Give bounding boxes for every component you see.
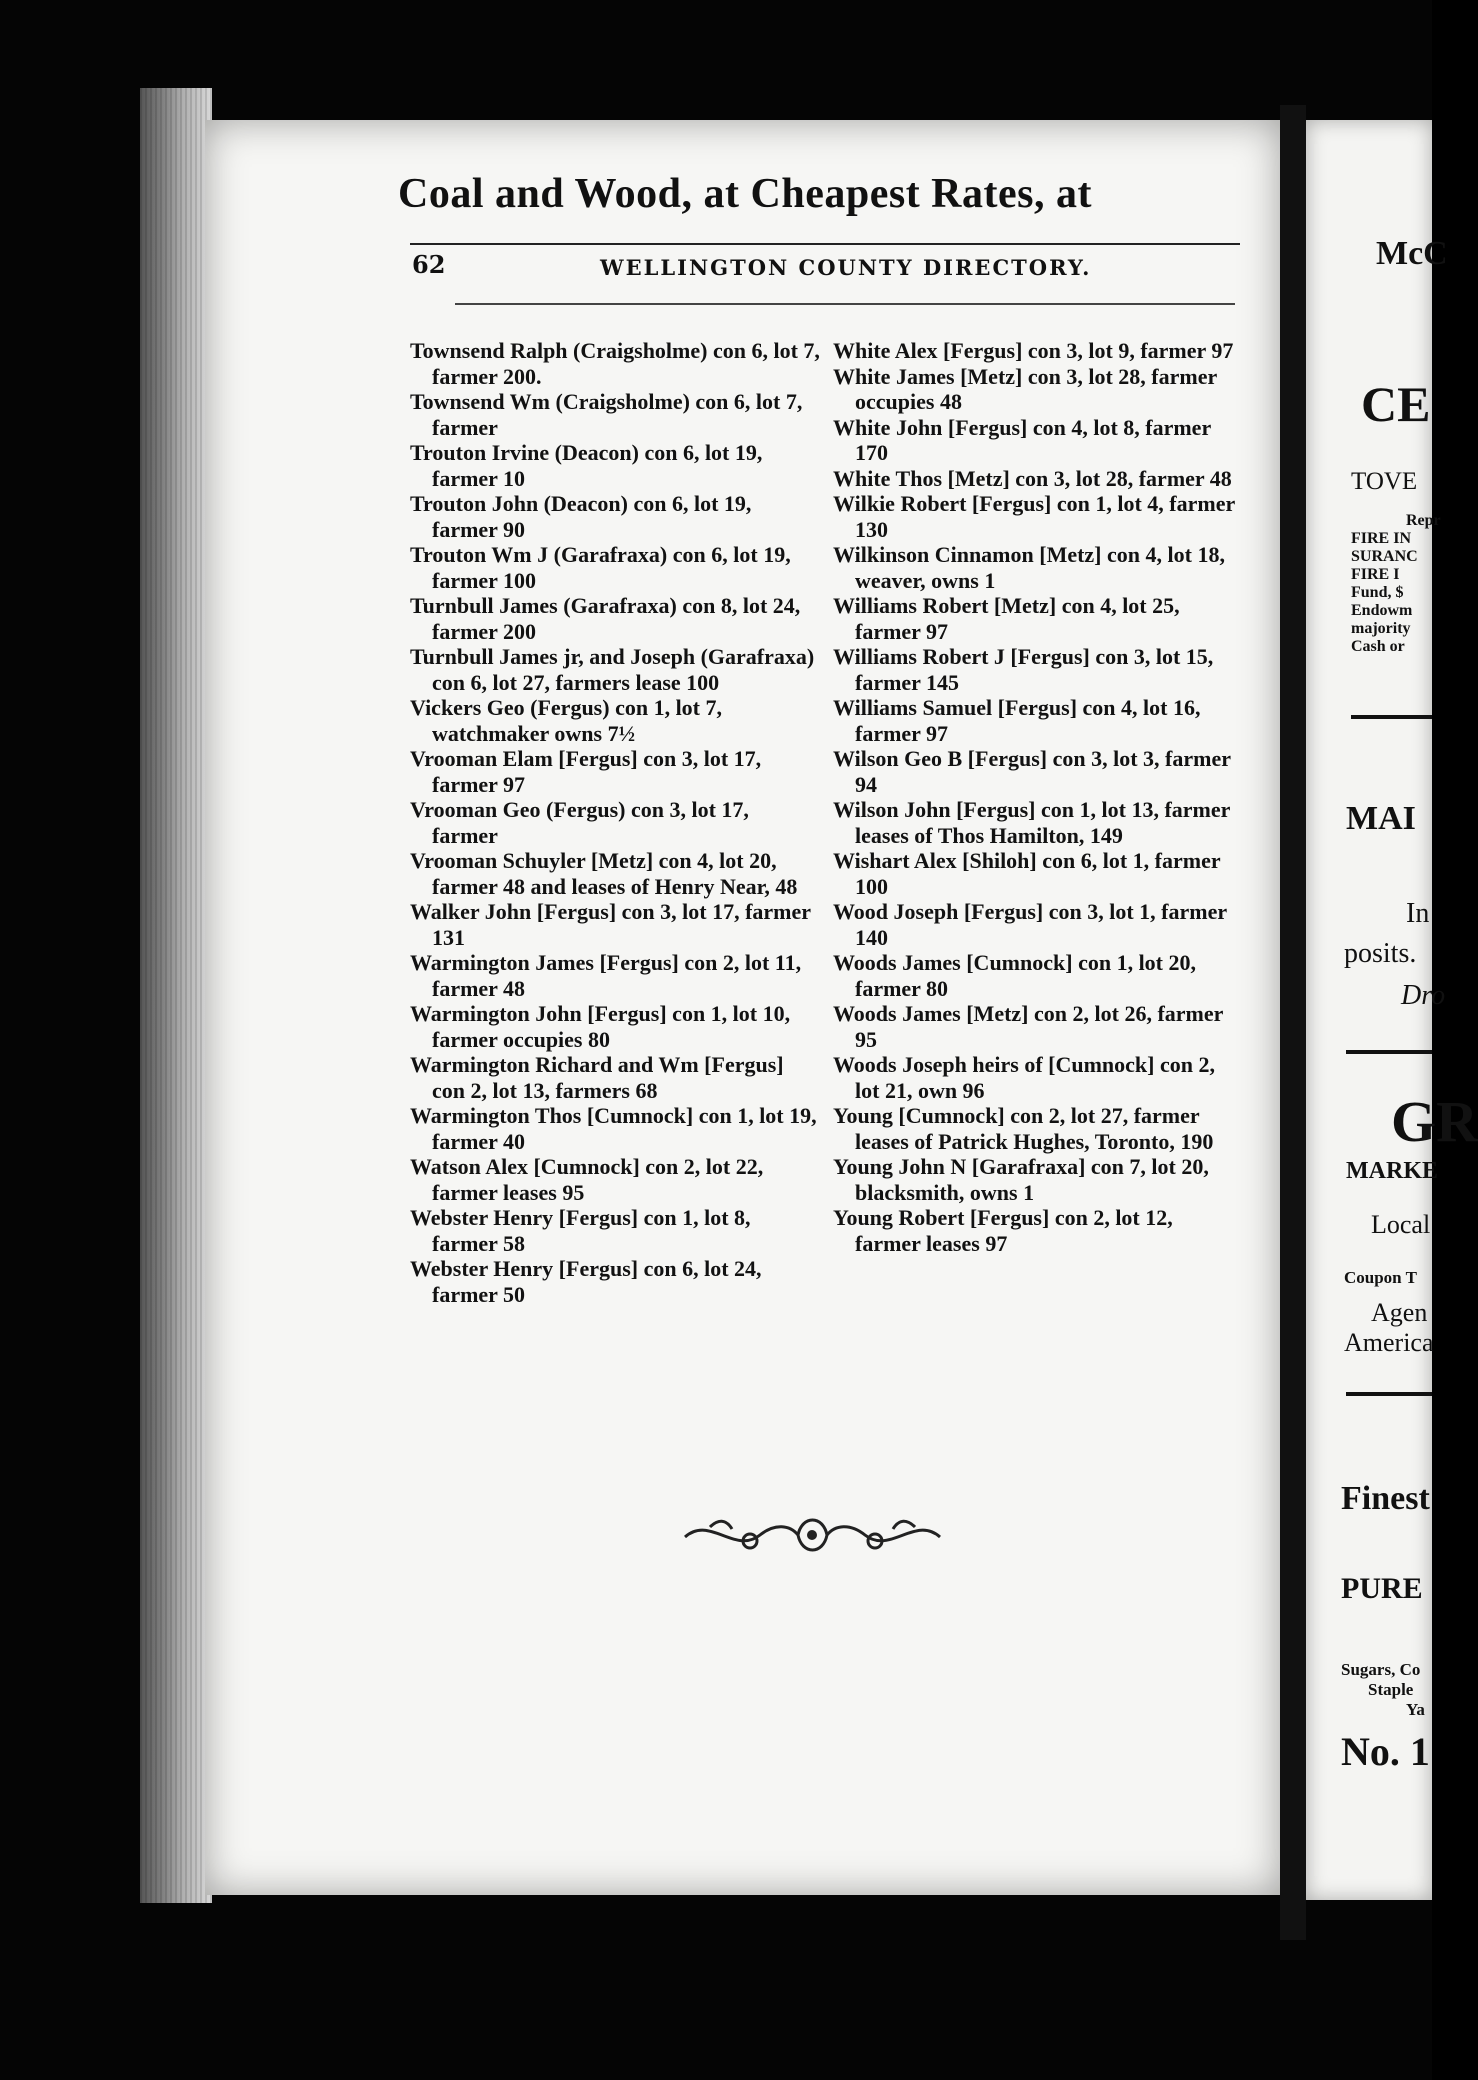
facing-fragment: FIRE IN	[1351, 530, 1412, 547]
directory-entry: Watson Alex [Cumnock] con 2, lot 22, farmer leases 95	[410, 1154, 764, 1205]
directory-entry: Warmington Richard and Wm [Fergus] con 2, lot 13, farmers 68	[410, 1052, 784, 1103]
directory-entry: Vrooman Elam [Fergus] con 3, lot 17, farmer 97	[410, 746, 762, 797]
left-column	[410, 338, 820, 1307]
facing-fragment: Dro	[1401, 980, 1446, 1011]
page-divider	[1280, 105, 1306, 1940]
facing-fragment: Coupon T	[1344, 1268, 1417, 1287]
directory-entry: Webster Henry [Fergus] con 1, lot 8, farmer 58	[410, 1205, 751, 1256]
facing-fragment: Fund, $	[1351, 584, 1404, 601]
facing-fragment: FIRE I	[1351, 566, 1400, 583]
directory-entry: Trouton Wm J (Garafraxa) con 6, lot 19, farmer 100	[410, 542, 791, 593]
directory-entry: Trouton Irvine (Deacon) con 6, lot 19, farmer 10	[410, 440, 763, 491]
facing-fragment: MARKE	[1346, 1158, 1438, 1184]
directory-entry: Wilson John [Fergus] con 1, lot 13, farmer leases of Thos Hamilton, 149	[833, 797, 1230, 848]
directory-entry: Webster Henry [Fergus] con 6, lot 24, farmer 50	[410, 1256, 762, 1307]
facing-fragment: Ya	[1406, 1700, 1425, 1719]
facing-fragment: MAI	[1346, 800, 1416, 837]
directory-entry: Williams Robert J [Fergus] con 3, lot 15, farmer 145	[833, 644, 1214, 695]
facing-fragment: GR	[1391, 1089, 1478, 1154]
facing-fragment: Finest	[1341, 1480, 1430, 1517]
facing-fragment: posits.	[1344, 938, 1417, 969]
directory-entry: Vickers Geo (Fergus) con 1, lot 7, watchmaker owns 7½	[410, 695, 723, 746]
ornament-icon	[680, 1505, 945, 1565]
facing-rule	[1351, 715, 1432, 719]
directory-entry: Woods Joseph heirs of [Cumnock] con 2, lot 21, own 96	[833, 1052, 1215, 1103]
facing-fragment: majority	[1351, 620, 1411, 637]
directory-entry: Wilkinson Cinnamon [Metz] con 4, lot 18, weaver, owns 1	[833, 542, 1225, 593]
book-gutter	[140, 88, 212, 1903]
directory-entry: Woods James [Metz] con 2, lot 26, farmer 95	[833, 1001, 1223, 1052]
directory-entry: White Thos [Metz] con 3, lot 28, farmer 48	[833, 465, 1232, 491]
directory-entry: Wood Joseph [Fergus] con 3, lot 1, farmer 140	[833, 899, 1227, 950]
facing-fragment: Sugars, Co	[1341, 1660, 1421, 1679]
directory-entry: Wishart Alex [Shiloh] con 6, lot 1, farmer 100	[833, 848, 1221, 899]
directory-entry: Young John N [Garafraxa] con 7, lot 20, blacksmith, owns 1	[833, 1154, 1209, 1205]
directory-entry: Wilkie Robert [Fergus] con 1, lot 4, farmer 130	[833, 491, 1235, 542]
facing-fragment: SURANC	[1351, 548, 1418, 565]
facing-page	[1306, 120, 1478, 1900]
facing-fragment: TOVE	[1351, 468, 1418, 495]
directory-entry: Townsend Ralph (Craigsholme) con 6, lot 7, farmer 200.	[410, 338, 820, 389]
directory-entry: Williams Samuel [Fergus] con 4, lot 16, farmer 97	[833, 695, 1201, 746]
directory-entry: Warmington James [Fergus] con 2, lot 11, farmer 48	[410, 950, 802, 1001]
directory-entry: White John [Fergus] con 4, lot 8, farmer 170	[833, 414, 1211, 465]
header-rule	[455, 303, 1235, 305]
facing-fragment: PURE	[1341, 1572, 1423, 1605]
facing-fragment: Agen	[1371, 1298, 1428, 1327]
facing-fragment: No. 1	[1341, 1729, 1430, 1774]
directory-entry: Williams Robert [Metz] con 4, lot 25, farmer 97	[833, 593, 1180, 644]
directory-entry: Turnbull James (Garafraxa) con 8, lot 24, farmer 200	[410, 593, 801, 644]
facing-fragment: McC	[1376, 235, 1448, 272]
directory-entry: Walker John [Fergus] con 3, lot 17, farmer 131	[410, 899, 811, 950]
directory-entry: Woods James [Cumnock] con 1, lot 20, farmer 80	[833, 950, 1197, 1001]
directory-entry: Trouton John (Deacon) con 6, lot 19, farmer 90	[410, 491, 752, 542]
directory-entry: Turnbull James jr, and Joseph (Garafraxa) con 6, lot 27, farmers lease 100	[410, 644, 815, 695]
running-head: WELLINGTON COUNTY DIRECTORY.	[600, 255, 1092, 280]
facing-fragment: America	[1344, 1328, 1434, 1357]
directory-entry: Vrooman Schuyler [Metz] con 4, lot 20, farmer 48 and leases of Henry Near, 48	[410, 848, 798, 899]
directory-entry: Wilson Geo B [Fergus] con 3, lot 3, farmer 94	[833, 746, 1231, 797]
facing-fragment: Local	[1371, 1210, 1431, 1239]
directory-entry: Young [Cumnock] con 2, lot 27, farmer leases of Patrick Hughes, Toronto, 190	[833, 1103, 1214, 1154]
facing-fragment: In	[1406, 898, 1430, 929]
directory-entry: White James [Metz] con 3, lot 28, farmer occupies 48	[833, 363, 1217, 414]
facing-fragment: Endowm	[1351, 602, 1413, 619]
directory-entry: Warmington John [Fergus] con 1, lot 10, farmer occupies 80	[410, 1001, 791, 1052]
directory-entry: Warmington Thos [Cumnock] con 1, lot 19, farmer 40	[410, 1103, 817, 1154]
facing-rule	[1346, 1050, 1432, 1054]
directory-entry: White Alex [Fergus] con 3, lot 9, farmer 97	[833, 338, 1234, 363]
top-rule	[410, 243, 1240, 245]
facing-rule	[1346, 1392, 1432, 1396]
facing-fragment: Staple	[1368, 1680, 1414, 1699]
directory-entry: Young Robert [Fergus] con 2, lot 12, farmer leases 97	[833, 1205, 1173, 1256]
facing-fragment: CE	[1361, 376, 1431, 432]
advertising-headline: Coal and Wood, at Cheapest Rates, at	[398, 171, 1092, 217]
right-column	[833, 338, 1243, 1256]
directory-entry: Townsend Wm (Craigsholme) con 6, lot 7, farmer	[410, 389, 803, 440]
facing-fragment: Cash or	[1351, 638, 1405, 655]
facing-fragment: Repr	[1406, 512, 1441, 529]
directory-entry: Vrooman Geo (Fergus) con 3, lot 17, farmer	[410, 797, 749, 848]
page-number: 62	[412, 250, 446, 279]
